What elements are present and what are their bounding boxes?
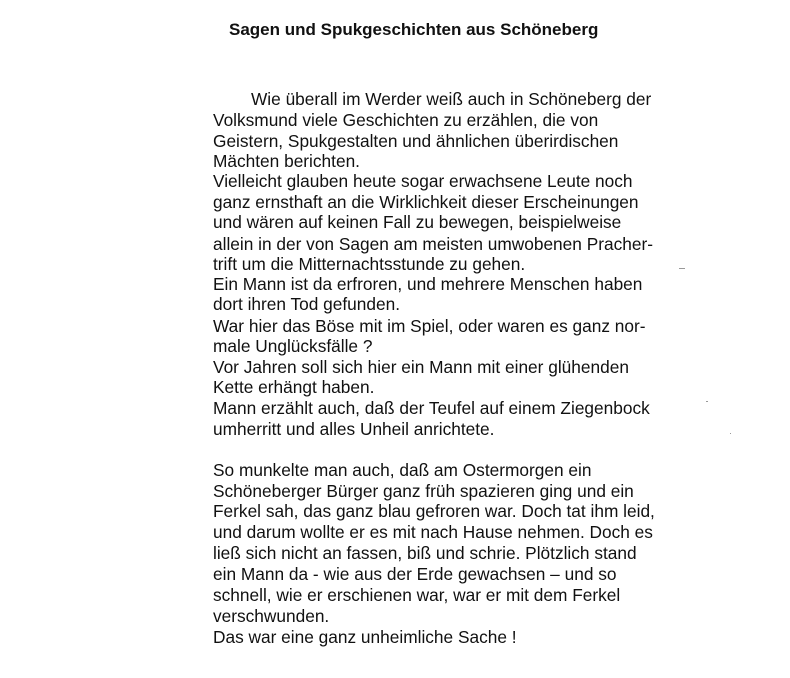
text-line: und wären auf keinen Fall zu bewegen, beispielweise	[213, 212, 622, 232]
text-line: Mann erzählt auch, daß der Teufel auf einem Ziegenbock	[213, 398, 650, 418]
text-line: male Unglücksfälle ?	[213, 336, 373, 356]
text-line: Schöneberger Bürger ganz früh spazieren ging und ein	[213, 481, 634, 501]
text-line: schnell, wie er erschienen war, war er mit dem Ferkel	[213, 585, 621, 605]
text-line: dort ihren Tod gefunden.	[213, 294, 401, 314]
text-line: So munkelte man auch, daß am Ostermorgen ein	[213, 460, 592, 480]
text-line: allein in der von Sagen am meisten umwobenen Pracher-	[213, 234, 653, 254]
text-line: Volksmund viele Geschichten zu erzählen, die von	[213, 110, 599, 130]
text-line: Geistern, Spukgestalten und ähnlichen überirdischen	[213, 131, 619, 151]
document-title: Sagen und Spukgeschichten aus Schöneberg	[229, 20, 599, 39]
text-line: ganz ernsthaft an die Wirklichkeit dieser Erscheinungen	[213, 192, 639, 212]
text-line: umherritt und alles Unheil anrichtete.	[213, 419, 495, 439]
text-line: verschwunden.	[213, 606, 330, 626]
scan-speck	[706, 401, 708, 402]
text-line: ein Mann da - wie aus der Erde gewachsen – und so	[213, 564, 617, 584]
text-line: und darum wollte er es mit nach Hause nehmen. Doch es	[213, 522, 653, 542]
text-line: Ein Mann ist da erfroren, und mehrere Menschen haben	[213, 274, 643, 294]
text-line: ließ sich nicht an fassen, biß und schrie. Plötzlich stand	[213, 543, 637, 563]
text-line: Vielleicht glauben heute sogar erwachsene Leute noch	[213, 171, 633, 191]
scan-speck	[679, 268, 685, 269]
text-line: Mächten berichten.	[213, 151, 360, 171]
text-line: Vor Jahren soll sich hier ein Mann mit einer glühenden	[213, 357, 629, 377]
text-line: War hier das Böse mit im Spiel, oder waren es ganz nor-	[213, 316, 646, 336]
text-line: Wie überall im Werder weiß auch in Schöneberg der	[251, 89, 652, 109]
scan-speck	[730, 433, 731, 434]
text-line: Kette erhängt haben.	[213, 377, 375, 397]
text-line: trift um die Mitternachtsstunde zu gehen.	[213, 254, 526, 274]
text-line: Ferkel sah, das ganz blau gefroren war. Doch tat ihm leid,	[213, 501, 655, 521]
text-line: Das war eine ganz unheimliche Sache !	[213, 627, 517, 647]
